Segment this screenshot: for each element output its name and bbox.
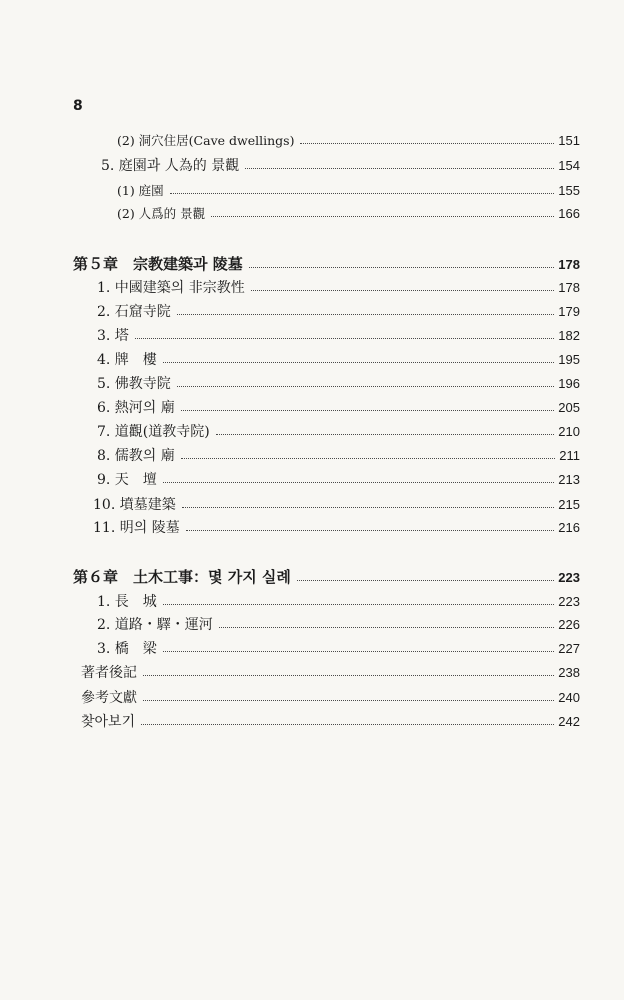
- toc-leader: [163, 481, 554, 483]
- toc-entry-page: 179: [558, 304, 580, 319]
- toc-leader: [163, 361, 554, 363]
- toc-leader: [143, 699, 554, 701]
- toc-entry-page: 154: [558, 158, 580, 173]
- toc-entry: [97, 638, 580, 658]
- toc-entry-page: 216: [558, 520, 580, 535]
- toc-entry-label: 7. 道觀(道教寺院): [97, 424, 210, 440]
- toc-entry-page: 213: [558, 472, 580, 487]
- toc-leader: [163, 603, 554, 605]
- toc-entry-label: 1. 中國建築의 非宗教性: [97, 280, 245, 296]
- toc-entry: [97, 277, 580, 297]
- toc-entry-page: 182: [558, 328, 580, 343]
- chapter-title: 第６章 土木工事：몇 가지 실례: [73, 568, 291, 586]
- toc-entry: [93, 517, 580, 537]
- toc-entry-page: 178: [558, 280, 580, 295]
- toc-entry: [97, 349, 580, 369]
- toc-entry: [97, 614, 580, 634]
- toc-entry-label: 著者後記: [81, 665, 137, 681]
- toc-entry-label: (1) 庭園: [117, 183, 164, 198]
- toc-leader: [163, 650, 554, 652]
- toc-entry-page: 226: [558, 617, 580, 632]
- toc-leader: [297, 579, 554, 581]
- toc-entry-label: 11. 明의 陵墓: [93, 520, 180, 536]
- toc-entry-page: 210: [558, 424, 580, 439]
- toc-entry: [81, 711, 580, 731]
- toc-entry: [97, 373, 580, 393]
- toc-entry-label: (2) 人爲的 景觀: [117, 206, 206, 221]
- page-number: 8: [73, 98, 83, 114]
- toc-entry-label: 8. 儒教의 廟: [97, 448, 175, 464]
- toc-leader: [216, 433, 555, 435]
- chapter-heading: [73, 253, 580, 274]
- toc-leader: [182, 506, 555, 508]
- toc-entry-label: 5. 庭園과 人為的 景觀: [101, 158, 240, 174]
- toc-leader: [141, 723, 554, 725]
- toc-entry-label: 參考文獻: [81, 690, 137, 706]
- toc-entry-page: 215: [558, 497, 580, 512]
- toc-leader: [251, 289, 555, 291]
- toc-entry-label: 10. 墳墓建築: [93, 497, 176, 513]
- chapter-heading: [73, 566, 580, 587]
- toc-leader: [181, 409, 555, 411]
- toc-leader: [170, 192, 555, 194]
- toc-entry-label: 찾아보기: [81, 714, 136, 730]
- toc-entry: [117, 204, 580, 222]
- toc-leader: [249, 266, 555, 268]
- toc-leader: [143, 674, 554, 676]
- chapter-title: 第５章 宗教建築과 陵墓: [73, 255, 243, 273]
- toc-entry-page: 196: [558, 376, 580, 391]
- toc-entry: [117, 181, 580, 199]
- toc-leader: [300, 142, 554, 144]
- toc-entry-label: 2. 道路・驛・運河: [97, 617, 213, 633]
- toc-entry: [97, 445, 580, 465]
- toc-entry: [81, 662, 580, 682]
- toc-entry-page: 166: [558, 206, 580, 221]
- toc-entry: [97, 469, 580, 489]
- toc-entry: [97, 421, 580, 441]
- chapter-page: 223: [558, 570, 580, 585]
- toc-entry-page: 195: [558, 352, 580, 367]
- toc-entry: [97, 301, 580, 321]
- chapter-page: 178: [558, 257, 580, 272]
- toc-leader: [186, 529, 555, 531]
- toc-entry-page: 151: [558, 133, 580, 148]
- toc-leader: [245, 167, 554, 169]
- toc-leader: [181, 457, 555, 459]
- toc-entry-label: (2) 洞穴住居(Cave dwellings): [117, 133, 295, 148]
- toc-leader: [177, 313, 554, 315]
- toc-entry-page: 223: [558, 594, 580, 609]
- toc-entry-label: 6. 熱河의 廟: [97, 400, 175, 416]
- toc-entry: [97, 325, 580, 345]
- toc-entry: [93, 494, 580, 514]
- toc-entry-page: 227: [558, 641, 580, 656]
- toc-leader: [177, 385, 554, 387]
- toc-leader: [135, 337, 554, 339]
- toc-entry: [97, 591, 580, 611]
- toc-entry: [97, 397, 580, 417]
- toc-entry: [81, 687, 580, 707]
- toc-entry-label: 3. 塔: [97, 328, 129, 344]
- toc-entry-page: 211: [559, 448, 580, 463]
- toc-leader: [219, 626, 554, 628]
- toc-entry-page: 240: [558, 690, 580, 705]
- toc-entry-label: 1. 長 城: [97, 594, 157, 610]
- toc-entry-label: 2. 石窟寺院: [97, 304, 171, 320]
- toc-entry-label: 5. 佛教寺院: [97, 376, 171, 392]
- toc-entry-page: 155: [558, 183, 580, 198]
- toc-leader: [211, 215, 554, 217]
- toc-entry-label: 3. 橋 梁: [97, 641, 157, 657]
- toc-entry-label: 4. 牌 樓: [97, 352, 157, 368]
- toc-entry: [117, 131, 580, 149]
- toc-entry-page: 238: [558, 665, 580, 680]
- toc-entry-page: 242: [558, 714, 580, 729]
- toc-entry: [101, 155, 580, 175]
- toc-entry-page: 205: [558, 400, 580, 415]
- toc-entry-label: 9. 天 壇: [97, 472, 157, 488]
